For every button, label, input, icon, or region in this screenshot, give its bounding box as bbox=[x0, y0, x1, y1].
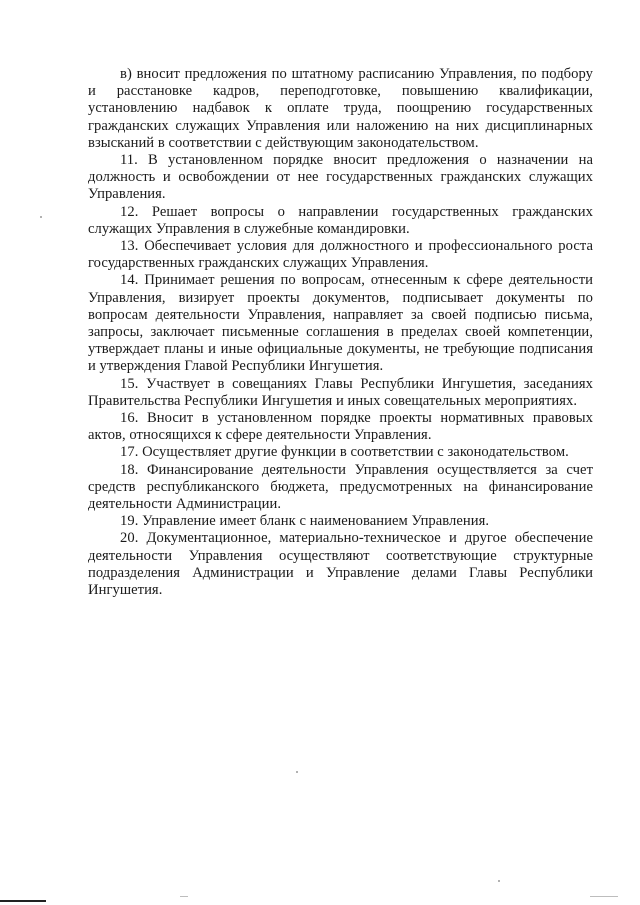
paragraph-20: 20. Документационное, материально-техническое и другое обеспечение деятельности Управления осуществляют соответствующие структурные подразделения Администрации и Управление делами Главы Республики Ингушетия. bbox=[88, 530, 593, 599]
scan-speck bbox=[296, 771, 298, 773]
paragraph-15: 15. Участвует в совещаниях Главы Республики Ингушетия, заседаниях Правительства Республики Ингушетия и иных совещательных мероприятиях. bbox=[88, 375, 593, 409]
paragraph-13: 13. Обеспечивает условия для должностного и профессионального роста государственных гражданских служащих Управления. bbox=[88, 238, 593, 272]
paragraph-10v: в) вносит предложения по штатному расписанию Управления, по подбору и расстановке кадров, переподготовке, повышению квалификации, установлению надбавок к оплате труда, поощрению государственных гражданских служащих Управления или наложению на них дисциплинарных взысканий в соответствии с действующим законодательством. bbox=[88, 66, 593, 151]
scan-speck bbox=[498, 880, 500, 882]
scan-speck bbox=[180, 896, 188, 897]
paragraph-17: 17. Осуществляет другие функции в соответствии с законодательством. bbox=[120, 444, 569, 461]
paragraph-18: 18. Финансирование деятельности Управления осуществляется за счет средств республиканского бюджета, предусмотренных на финансирование деятельности Администрации. bbox=[88, 461, 593, 513]
paragraph-19: 19. Управление имеет бланк с наименованием Управления. bbox=[120, 513, 490, 530]
document-body bbox=[88, 66, 593, 599]
scan-speck bbox=[590, 896, 618, 897]
scan-edge-mark bbox=[0, 900, 46, 902]
paragraph-16: 16. Вносит в установленном порядке проекты нормативных правовых актов, относящихся к сфере деятельности Управления. bbox=[88, 410, 593, 444]
paragraph-11: 11. В установленном порядке вносит предложения о назначении на должность и освобождении от нее государственных гражданских служащих Управления. bbox=[88, 152, 593, 203]
paragraph-12: 12. Решает вопросы о направлении государственных гражданских служащих Управления в служебные командировки. bbox=[88, 203, 593, 237]
paragraph-14: 14. Принимает решения по вопросам, отнесенным к сфере деятельности Управления, визирует проекты документов, подписывает документы по вопросам деятельности Управления, направляет за своей подписью письма, запросы, заключает письменные соглашения в пределах своей компетенции, утверждает планы и иные официальные документы, не требующие подписания и утверждения Главой Республики Ингушетия. bbox=[88, 272, 593, 375]
scan-speck bbox=[40, 216, 42, 218]
